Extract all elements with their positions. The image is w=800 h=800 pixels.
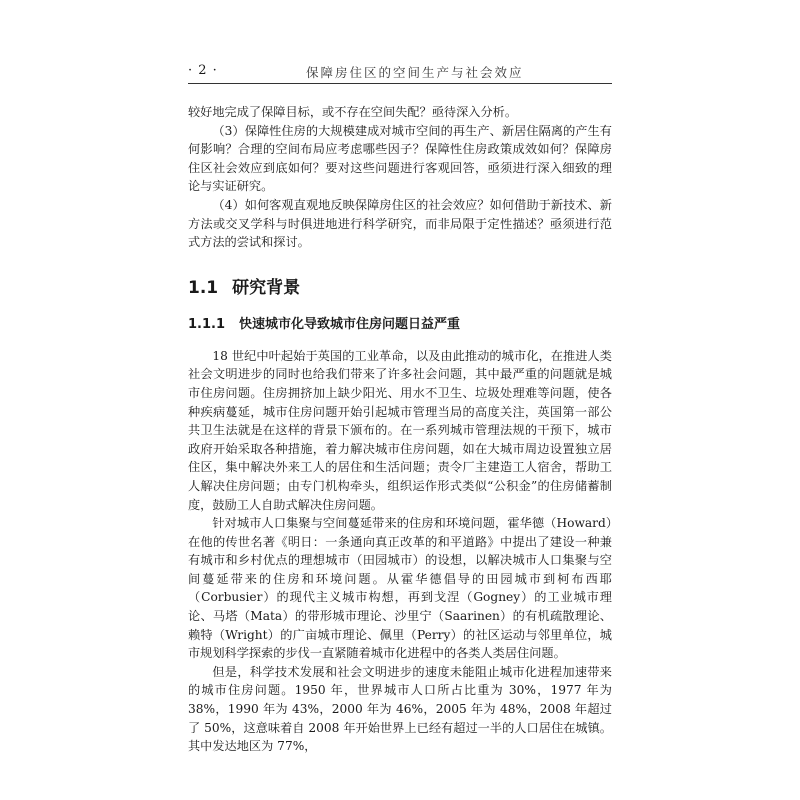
page-header — [188, 60, 612, 82]
subsection-heading — [188, 315, 612, 335]
paragraph-1: 18 世纪中叶起始于英国的工业革命，以及由此推动的城市化，在推进人类社会文明进步的同时也给我们带来了许多社会问题，其中最严重的问题就是城市住房问题。住房拥挤加上缺少阳光、用水不卫生、垃圾处理难等问题，使各种疾病蔓延，城市住房问题开始引起城市管理当局的高度关注，英国第一部公共卫生法就是在这样的背景下颁布的。在一系列城市管理法规的干预下，城市政府开始采取各种措施，着力解决城市住房问题，如在大城市周边设置独立居住区，集中解决外来工人的居住和生活问题；责令厂主建造工人宿舍，帮助工人解决住房问题；由专门机构牵头，组织运作形式类似“公积金”的住房储蓄制度，鼓励工人自助式解决住房问题。 — [188, 348, 612, 512]
section-number: 1.1 — [188, 277, 219, 298]
header-rule — [188, 83, 612, 84]
section-title: 研究背景 — [232, 277, 301, 298]
running-title: 保障房住区的空间生产与社会效应 — [306, 65, 524, 80]
paragraph-3: 但是，科学技术发展和社会文明进步的速度未能阻止城市化进程加速带来的城市住房问题。1950 年，世界城市人口所占比重为 30%，1977 年为 38%，1990 年为 43%，2000 年为 46%，2005 年为 48%，2008 年超过了 50%，这意味着自 2008 年开始世界上已经有超过一半的人口居住在城镇。其中发达地区为 77%， — [188, 664, 612, 754]
paragraph-2: 针对城市人口集聚与空间蔓延带来的住房和环境问题，霍华德（Howard）在他的传世名著《明日：一条通向真正改革的和平道路》中提出了建设一种兼有城市和乡村优点的理想城市（田园城市）的设想，以解决城市人口集聚与空间蔓延带来的住房和环境问题。从霍华德倡导的田园城市到柯布西耶（Corbusier）的现代主义城市构想，再到戈涅（Gogney）的工业城市理论、马塔（Mata）的带形城市理论、沙里宁（Saarinen）的有机疏散理论、赖特（Wright）的广亩城市理论、佩里（Perry）的社区运动与邻里单位，城市规划科学探索的步伐一直紧随着城市化进程中的各类人类居住问题。 — [188, 516, 612, 661]
subsection-number: 1.1.1 — [188, 316, 226, 332]
paragraph-question-3: （3）保障性住房的大规模建成对城市空间的再生产、新居住隔离的产生有何影响？合理的空间布局应考虑哪些因子？保障性住房政策成效如何？保障房住区社会效应到底如何？要对这些问题进行客观回答，亟须进行深入细致的理论与实证研究。 — [188, 123, 612, 194]
page-number: · 2 · — [188, 63, 218, 78]
paragraph-question-4: （4）如何客观直观地反映保障房住区的社会效应？如何借助于新技术、新方法或交叉学科与时俱进地进行科学研究，而非局限于定性描述？亟须进行范式方法的尝试和探讨。 — [188, 197, 612, 250]
page-body — [188, 103, 612, 756]
paragraph-intro-continued: 较好地完成了保障目标，或不存在空间失配？亟待深入分析。 — [188, 105, 518, 119]
section-heading — [188, 275, 612, 301]
subsection-title: 快速城市化导致城市住房问题日益严重 — [239, 316, 461, 332]
